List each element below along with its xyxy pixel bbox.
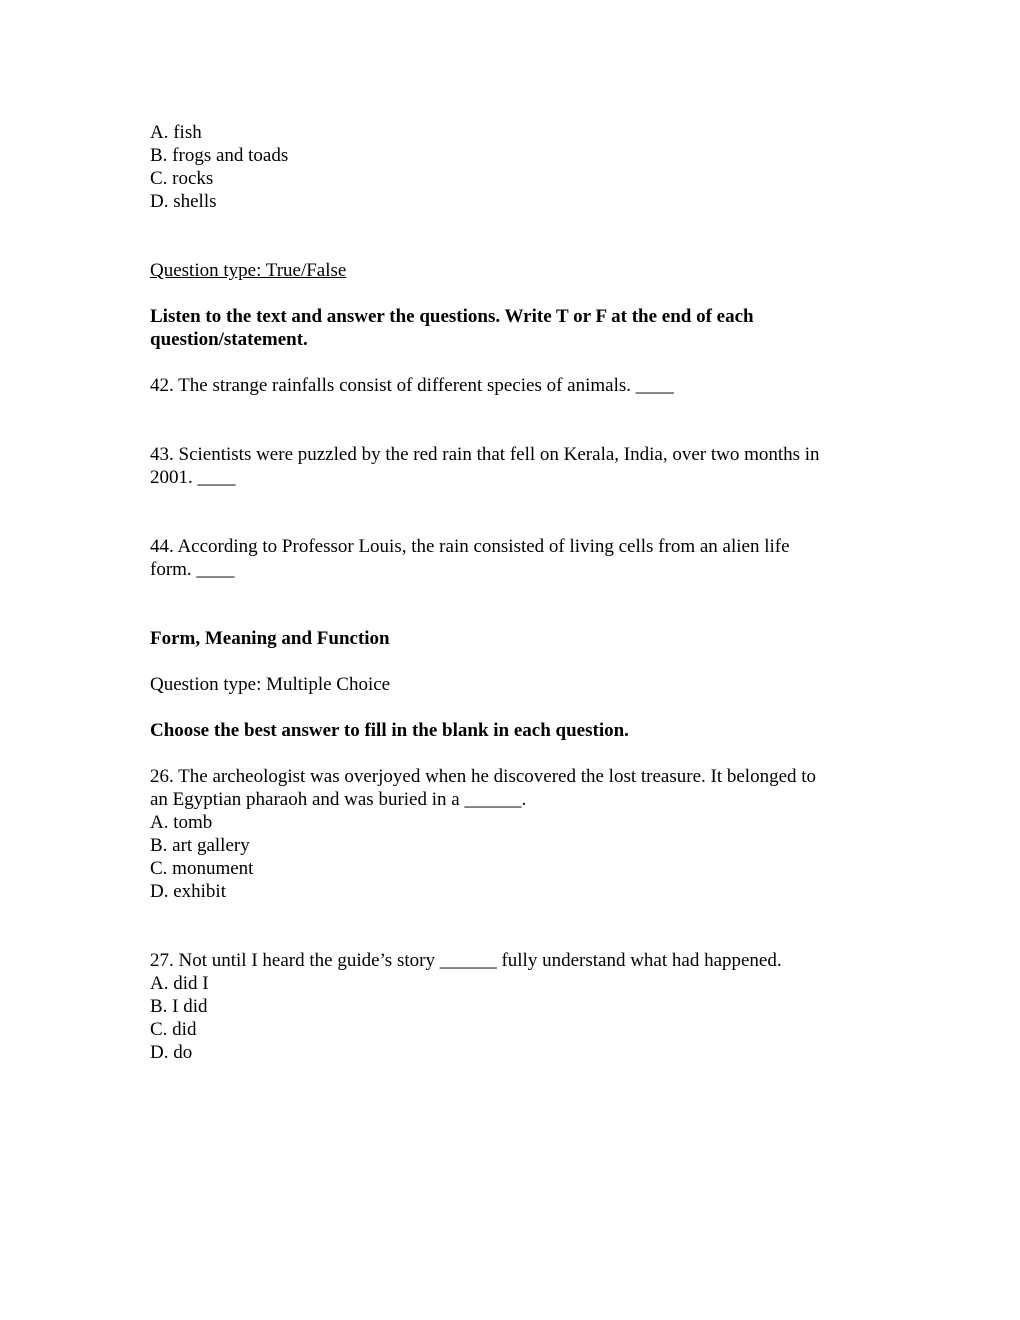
q26-option-c: C. monument (150, 858, 254, 879)
question-43-line2: 2001. ____ (150, 467, 236, 488)
tf-instruction-line2: question/statement. (150, 329, 308, 350)
mc-instruction: Choose the best answer to fill in the blank in each question. (150, 720, 629, 741)
q26-option-d: D. exhibit (150, 881, 226, 902)
q27-option-a: A. did I (150, 973, 209, 994)
q41-option-a: A. fish (150, 122, 202, 143)
question-43-line1: 43. Scientists were puzzled by the red rain that fell on Kerala, India, over two months in (150, 444, 820, 465)
q27-option-c: C. did (150, 1019, 197, 1040)
mc-type-label: Question type: Multiple Choice (150, 674, 391, 695)
q26-option-a: A. tomb (150, 812, 213, 833)
question-26-line1: 26. The archeologist was overjoyed when he discovered the lost treasure. It belonged to (150, 766, 817, 787)
question-26-line2: an Egyptian pharaoh and was buried in a ______. (150, 789, 527, 810)
question-27: 27. Not until I heard the guide’s story ______ fully understand what had happened. (150, 950, 782, 971)
q41-option-d: D. shells (150, 191, 217, 212)
q41-option-c: C. rocks (150, 168, 214, 189)
q27-option-b: B. I did (150, 996, 208, 1017)
question-44-line1: 44. According to Professor Louis, the rain consisted of living cells from an alien life (150, 536, 790, 557)
q26-option-b: B. art gallery (150, 835, 250, 856)
q27-option-d: D. do (150, 1042, 193, 1063)
tf-instruction-line1: Listen to the text and answer the questions. Write T or F at the end of each (150, 306, 754, 327)
section-heading: Form, Meaning and Function (150, 628, 390, 649)
tf-type-label: Question type: True/False (150, 260, 347, 281)
question-42: 42. The strange rainfalls consist of different species of animals. ____ (150, 375, 674, 396)
q41-option-b: B. frogs and toads (150, 145, 289, 166)
question-44-line2: form. ____ (150, 559, 235, 580)
